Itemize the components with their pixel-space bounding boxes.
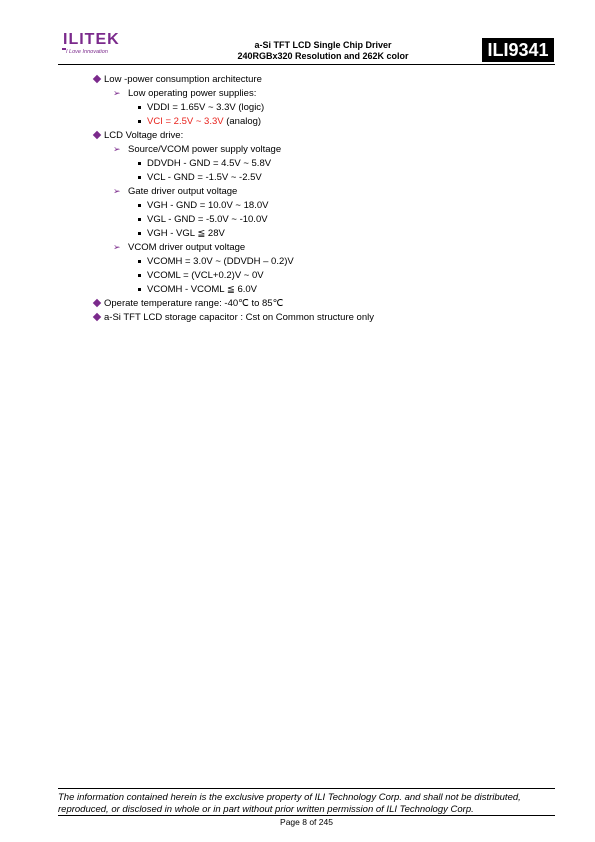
doc-title-line2: 240RGBx320 Resolution and 262K color [237,51,409,61]
list-item [128,186,237,197]
logo-tagline: I Love Innovation [66,49,108,55]
square-bullet-icon [138,106,141,109]
list-item-text: VCOM driver output voltage [128,242,246,253]
square-bullet-icon [138,162,141,165]
list-item-text: VDDI = 1.65V ~ 3.3V (logic) [147,102,265,113]
list-item [104,130,183,141]
square-bullet-icon [138,204,141,207]
list-item-text: Low operating power supplies: [128,88,257,99]
list-item-text: Low -power consumption architecture [104,74,262,85]
square-bullet-icon [138,260,141,263]
arrow-bullet-icon: ➢ [113,144,121,154]
square-bullet-icon [138,232,141,235]
logo-text: ILITEK [63,31,120,48]
list-item-text: VGH - VGL ≦ 28V [147,228,225,239]
list-item [128,242,245,253]
list-item-text: LCD Voltage drive: [104,130,184,141]
diamond-bullet-icon [93,313,101,321]
square-bullet-icon [138,274,141,277]
arrow-bullet-icon: ➢ [113,242,121,252]
page-footer [58,788,555,827]
list-item [104,298,283,309]
list-item [147,116,261,127]
list-item [147,270,264,281]
list-item [147,284,257,295]
list-item [147,102,264,113]
list-item [147,214,268,225]
doc-title-line1: a-Si TFT LCD Single Chip Driver [254,40,392,50]
list-item-text: (analog) [223,116,262,127]
list-item [147,256,294,267]
square-bullet-icon [138,176,141,179]
list-item-text: VGH - GND = 10.0V ~ 18.0V [147,200,269,211]
highlighted-text: VCI = 2.5V ~ 3.3V [147,116,224,127]
page-number: Page 8 of 245 [280,817,333,827]
list-item-text: DDVDH - GND = 4.5V ~ 5.8V [147,158,272,169]
list-item-text: Gate driver output voltage [128,186,238,197]
square-bullet-icon [138,218,141,221]
list-item [147,172,262,183]
footer-divider [58,815,555,816]
list-item [128,144,281,155]
part-number: ILI9341 [487,40,549,60]
diamond-bullet-icon [93,299,101,307]
list-item-text: Source/VCOM power supply voltage [128,144,282,155]
list-item-text: Operate temperature range: -40℃ to 85℃ [104,298,284,309]
list-item-text: VCOMH - VCOML ≦ 6.0V [147,284,258,295]
arrow-bullet-icon: ➢ [113,88,121,98]
confidentiality-notice: The information contained herein is the exclusive property of ILI Technology Corp. and shall not be distributed, reproduced, or disclosed in whole or in part without prior written permission of ILI Technology Corp. [58,792,521,815]
list-item [104,312,374,323]
list-item-text: VCOMH = 3.0V ~ (DDVDH – 0.2)V [147,256,294,267]
list-item [147,228,225,239]
list-item [147,158,271,169]
list-item-text: VGL - GND = -5.0V ~ -10.0V [147,214,268,225]
arrow-bullet-icon: ➢ [113,186,121,196]
list-item [128,88,256,99]
diamond-bullet-icon [93,75,101,83]
list-item-text: VCL - GND = -1.5V ~ -2.5V [147,172,262,183]
list-item-text: a-Si TFT LCD storage capacitor : Cst on Common structure only [104,312,374,323]
list-item-text: VCOML = (VCL+0.2)V ~ 0V [147,270,264,281]
list-item [147,200,268,211]
square-bullet-icon [138,288,141,291]
diamond-bullet-icon [93,131,101,139]
square-bullet-icon [138,120,141,123]
list-item [104,74,262,85]
